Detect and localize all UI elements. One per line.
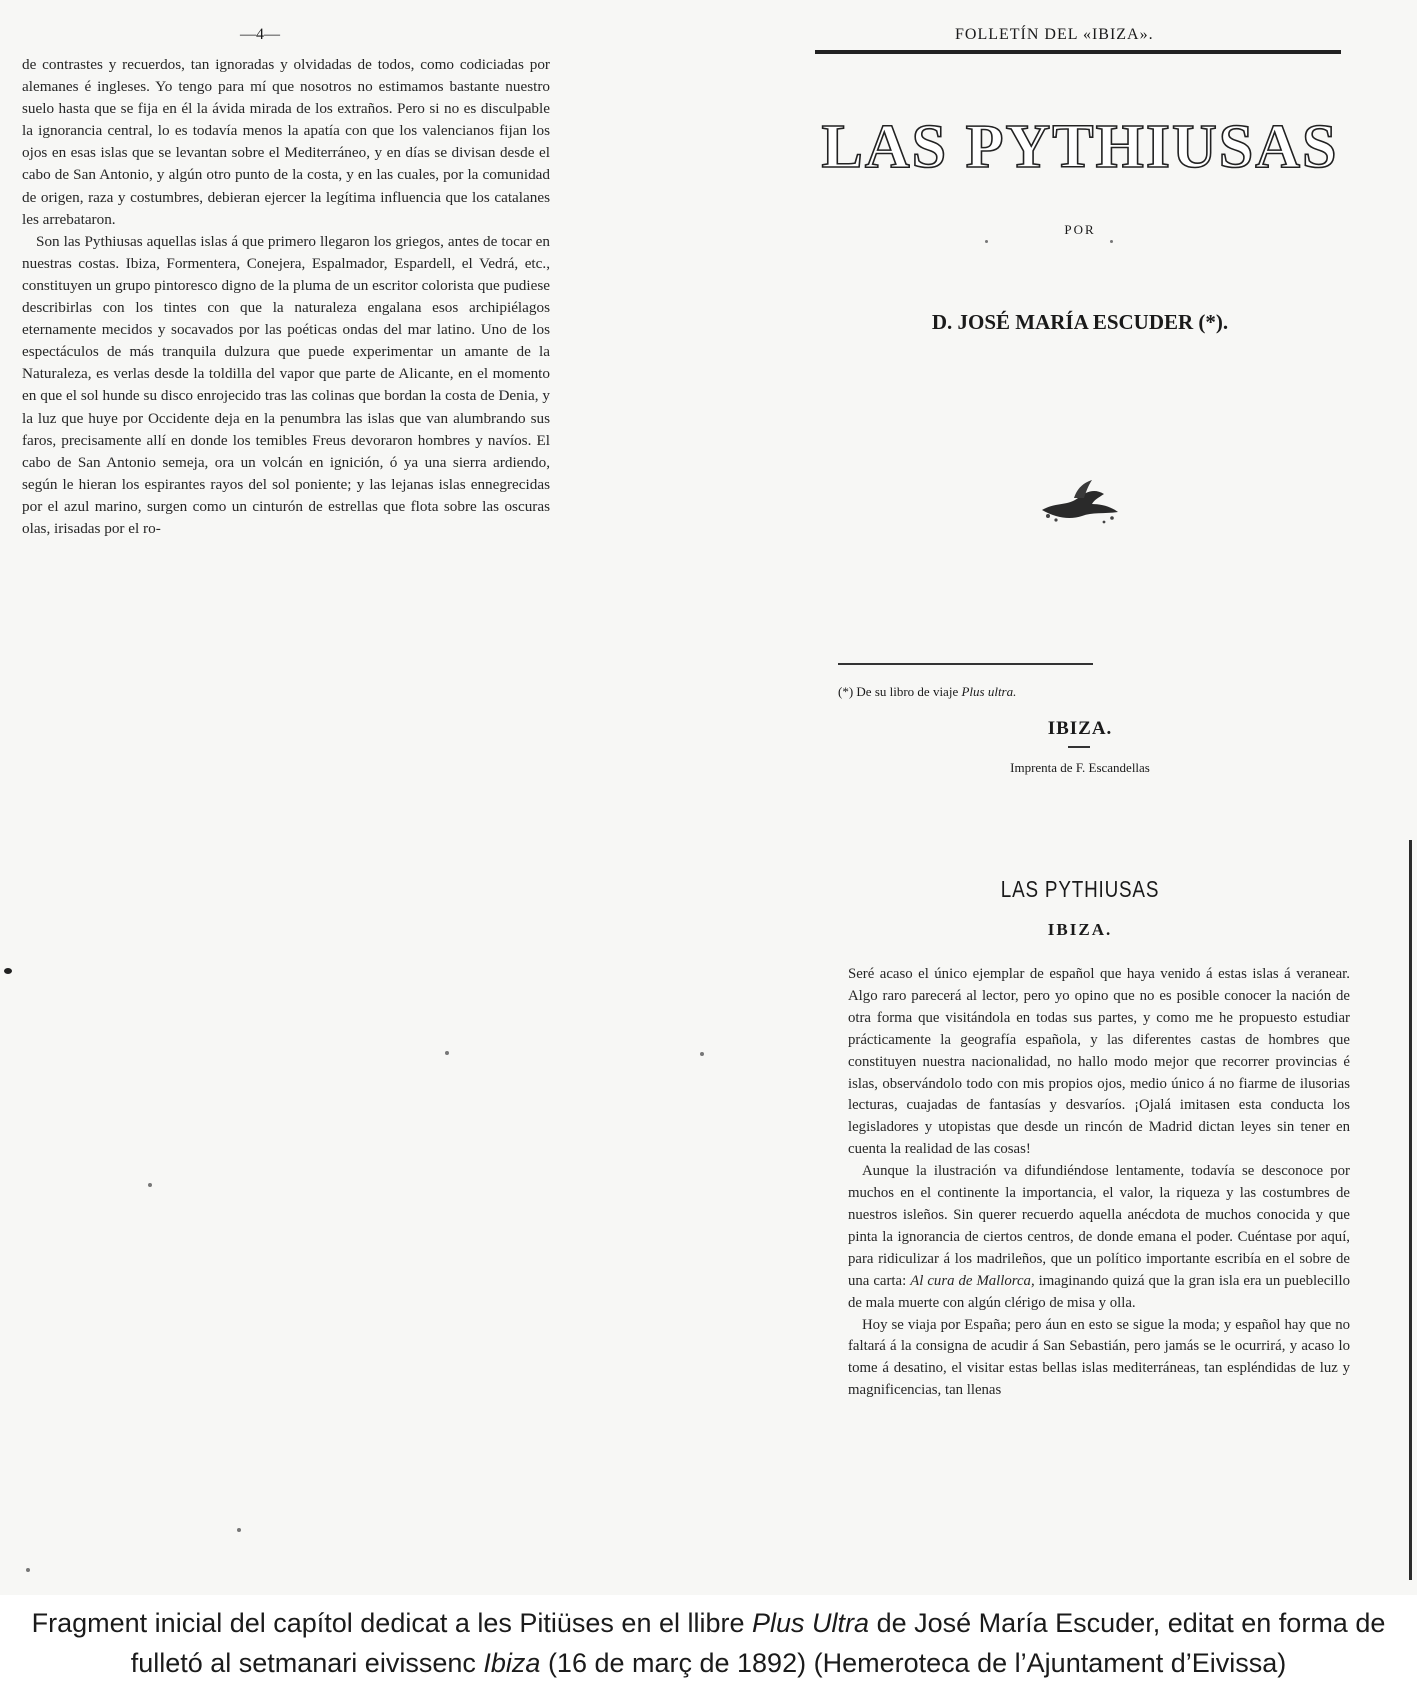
chapter-paragraph-2 <box>848 1161 1350 1314</box>
left-text-column <box>22 54 550 540</box>
caption-text: Fragment inicial del capítol dedicat a les Pitiüses en el llibre <box>31 1608 745 1638</box>
chapter-paragraph-3: Hoy se viaja por España; pero áun en esto se sigue la moda; y español hay que no faltará á la consigna de acudir á San Sebastián, pero jamás se le ocurrirá, y acaso lo tome á desatino, el visitar estas bellas islas mediterráneas, tan espléndidas de luz y magnificencias, tan llenas <box>848 1316 1350 1399</box>
chapter-paragraph-1 <box>848 964 1350 1161</box>
booklet-city: IBIZA. <box>1047 718 1113 739</box>
caption-book-title: Plus Ultra <box>752 1608 870 1638</box>
booklet-by-label: POR <box>1064 222 1096 237</box>
booklet-title: LAS PYTHIUSAS <box>821 113 1339 181</box>
figure-caption <box>0 1595 1417 1698</box>
booklet-author: D. JOSÉ MARÍA ESCUDER (*). <box>931 310 1229 334</box>
footnote-rule <box>838 663 1093 665</box>
scan-speck <box>445 1051 449 1055</box>
scan-speck <box>4 968 12 974</box>
chapter-text-column <box>848 964 1350 1402</box>
caption-newspaper-title: Ibiza <box>483 1648 541 1678</box>
scan-speck <box>148 1183 152 1187</box>
header-rule <box>815 50 1341 54</box>
footnote-book-title: Plus ultra. <box>961 684 1017 699</box>
booklet-printer: Imprenta de F. Escandellas <box>1010 760 1150 775</box>
scan-speck <box>26 1568 30 1572</box>
caption-text: (16 de març de 1892) (Hemeroteca de l’Ajuntament d’Eivissa) <box>547 1648 1287 1678</box>
chapter-title: LAS PYTHIUSAS <box>1000 876 1160 902</box>
chapter-subtitle: IBIZA. <box>1047 920 1113 939</box>
left-paragraph-1: de contrastes y recuerdos, tan ignoradas y olvidadas de todos, como codiciadas por alemanes é ingleses. Yo tengo para mí que nosotros no estimamos bastante nuestro suelo hasta que se fija en él la ávida mirada de los extraños. Pero si no es disculpable la ignorancia central, lo es todavía menos la apatía con que los valencianos fijan los ojos en esas islas que se levantan sobre el Mediterráneo, y en días se divisan desde el cabo de San Antonio, y algún otro punto de la costa, y en las cuales, por la comunidad de origen, raza y costumbres, debieran ejercer la legítima influencia que los catalanes les arrebataron. <box>22 56 550 228</box>
scan-speck <box>700 1052 704 1056</box>
chapter-paragraph-2-text: Aunque la ilustración va difundiéndose lentamente, todavía se desconoce por muchos en el continente la importancia, el valor, la riqueza y las costumbres de nuestros isleños. Sin querer recuerdo aquella anécdota de muchos conocida y que pinta la ignorancia de ciertos centros, de donde emana el poder. Cuéntase por aquí, para ridiculizar á los madrileños, que un político importante escribía en el sobre de una carta: <box>848 1163 1350 1289</box>
chapter-quote: Al cura de Mallorca, <box>910 1272 1035 1289</box>
left-paragraph-2: Son las Pythiusas aquellas islas á que primero llegaron los griegos, antes de tocar en nuestras costas. Ibiza, Formentera, Conejera, Espalmador, Espardell, el Vedrá, etc., constituyen un grupo pintoresco digno de la pluma de un escritor colorista que pudiese describirlas con los tintes con que la naturaleza engalana esos archipiélagos eternamente mecidos y socavados por las poéticas ondas del mar latino. Uno de los espectáculos de más tranquila dulzura que puede experimentar un amante de la Naturaleza, es verlas desde la toldilla del vapor que parte de Alicante, en el momento en que el sol hunde su disco enrojecido tras las colinas que bordan la costa de Denia, y la luz que huye por Occidente deja en la penumbra las islas que van alumbrando sus faros, precisamente allí en donde los temibles Freus devoraron hombres y navíos. El cabo de San Antonio semeja, ora un volcán en ignición, ó ya una sierra ardiendo, según le hieran los espirantes rayos del sol poniente; y las lejanas islas ennegrecidas por el azul marino, surgen como un cinturón de estrellas que flota sobre las oscuras olas, irisadas por el ro- <box>22 232 550 537</box>
page-edge-rule <box>1409 840 1412 1580</box>
scan-speck <box>1110 240 1113 243</box>
city-rule <box>1068 746 1090 748</box>
chapter-paragraph-2-tail: imaginando quizá que la gran isla era un pueblecillo de mala muerte con algún clérigo de misa y olla. <box>848 1272 1351 1311</box>
bird-ornament-icon <box>1034 476 1124 526</box>
scan-speck <box>237 1528 241 1532</box>
booklet-footnote <box>838 684 1016 700</box>
chapter-paragraph-1-text: Seré acaso el único ejemplar de español que haya venido á estas islas á veranear. Algo raro parecerá al lector, pero yo opino que no es posible conocer la nación de otra forma que visitándola en todas sus partes, y como me he propuesto estudiar prácticamente la geografía española, y las diferentes castas de hombres que constituyen nuestra nacionalidad, no hallo modo mejor que recorrer provincias é islas, observándolo todo con mis propios ojos, medio único á no fiarme de ilusorias lecturas, cuajadas de fantasías y desvaríos. ¡Ojalá imitasen esta conducta los legisladores y utopistas que desde un rincón de Madrid dictan leyes sin tener en cuenta la realidad de las cosas! <box>848 966 1350 1158</box>
folletin-header: FOLLETÍN DEL «IBIZA». <box>955 26 1154 43</box>
caption-text: de José María Escuder, editat en forma de fulletó al setmanari eivissenc <box>130 1608 1386 1678</box>
footnote-text: (*) De su libro de viaje <box>838 684 959 699</box>
page-number: —4— <box>240 26 280 43</box>
scan-speck <box>985 240 988 243</box>
